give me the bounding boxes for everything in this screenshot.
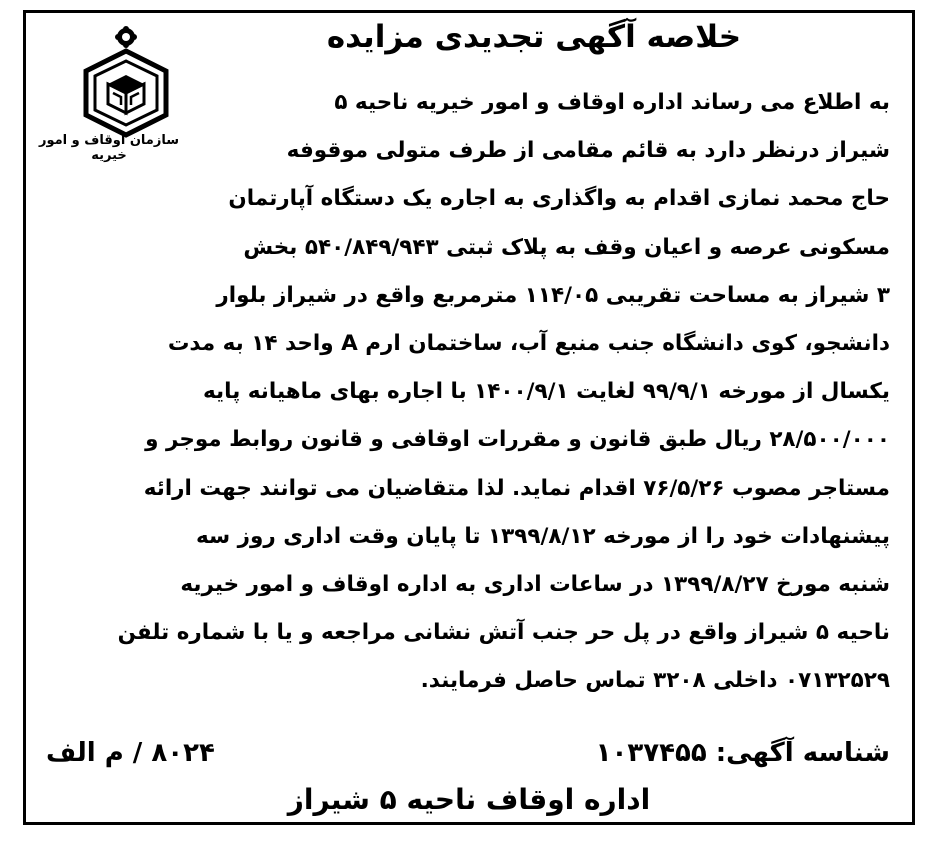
body-line: مسکونی عرصه و اعیان وقف به پلاک ثبتی ۵۴۰/۸۴۹/۹۴۳ بخش [243,234,890,260]
notice-frame [23,10,915,825]
body-line: ناحیه ۵ شیراز واقع در پل حر جنب آتش نشانی مراجعه و یا با شماره تلفن [117,620,890,646]
body-line: ۲۸/۵۰۰/۰۰۰ ریال طبق قانون و مقررات اوقافی و قانون روابط موجر و [145,427,890,453]
notice-title: خلاصه آگهی تجدیدی مزایده [326,19,742,55]
body-line: مستاجر مصوب ۷۶/۵/۲۶ اقدام نماید. لذا متقاضیان می توانند جهت ارائه [143,475,890,501]
body-line: به اطلاع می رساند اداره اوقاف و امور خیریه ناحیه ۵ [334,90,890,115]
body-line: یکسال از مورخه ۹۹/۹/۱ لغایت ۱۴۰۰/۹/۱ با اجاره بهای ماهیانه پایه [203,379,890,405]
logo-caption: سازمان اوقاف و امور خیریه [38,133,179,163]
body-line: پیشنهادات خود را از مورخه ۱۳۹۹/۸/۱۲ تا پایان وقت اداری روز سه [195,523,890,549]
notice-body [118,79,890,705]
body-line: شیراز درنظر دارد به قائم مقامی از طرف متولی موقوفه [286,138,890,164]
body-line: شنبه مورخ ۱۳۹۹/۸/۲۷ در ساعات اداری به اداره اوقاف و امور خیریه [180,571,890,597]
ad-id: شناسه آگهی: ۱۰۳۷۴۵۵ [595,738,890,768]
body-line: ۳ شیراز به مساحت تقریبی ۱۱۴/۰۵ مترمربع واقع در شیراز بلوار [216,282,890,308]
notice-identifiers [46,738,890,783]
body-line: حاج محمد نمازی اقدام به واگذاری به اجاره یک دستگاه آپارتمان [228,186,890,212]
body-line: ۰۷۱۳۲۵۲۹ داخلی ۳۲۰۸ تماس حاصل فرمایند. [420,668,890,694]
notice-footer: اداره اوقاف ناحیه ۵ شیراز [287,783,651,816]
body-line: دانشجو، کوی دانشگاه جنب منبع آب، ساختمان ارم A واحد ۱۴ به مدت [167,330,890,356]
reference-number: ۸۰۲۴ / م الف [46,738,215,768]
